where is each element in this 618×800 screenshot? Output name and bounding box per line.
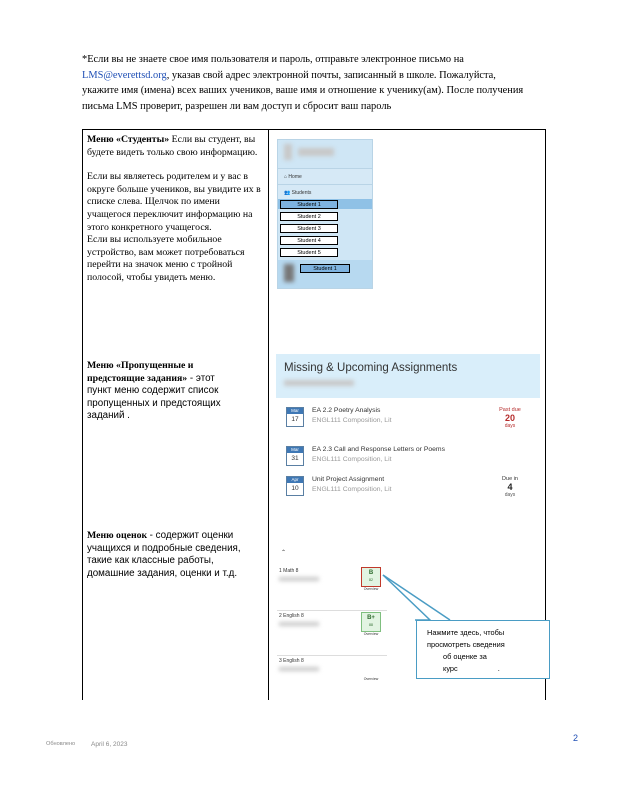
callout-line1: Нажмите здесь, чтобы (427, 628, 505, 637)
grades-section (87, 530, 257, 580)
calendar-icon: Mar 31 (286, 446, 304, 466)
students-icon: 👥 (284, 189, 292, 196)
grade-row[interactable] (277, 610, 387, 656)
assignment-row[interactable] (286, 407, 536, 441)
grades-heading: Меню оценок (87, 530, 148, 541)
avatar-blur (284, 144, 292, 160)
due-indicator: Due in 4 days (502, 476, 518, 498)
home-icon: ⌂ (284, 173, 289, 180)
course-name: 2 English 8 (279, 613, 304, 619)
assignment-course: ENGL111 Composition, Lit (312, 417, 392, 424)
grade-sub: Overview (363, 677, 379, 681)
assignments-header (276, 354, 540, 398)
assignments-screenshot (276, 354, 540, 517)
course-name: 3 English 8 (279, 658, 304, 664)
arrow-line (383, 575, 430, 620)
student-item-4[interactable]: Student 4 (280, 236, 338, 245)
subtitle-blur (284, 380, 354, 386)
grade-badge[interactable]: B+ 88 (361, 612, 381, 632)
grade-row[interactable] (277, 655, 387, 700)
page-number: 2 (573, 733, 579, 743)
table-divider (268, 130, 269, 700)
calendar-icon: Mar 17 (286, 407, 304, 427)
assignment-course: ENGL111 Composition, Lit (312, 456, 392, 463)
student-item-2[interactable]: Student 2 (280, 212, 338, 221)
intro-line3: укажите имя (имена) всех ваших учеников, ваше имя и отношение к ученику(ам). (82, 85, 444, 96)
arrow-line-2 (383, 575, 450, 620)
missing-body: - этот пункт меню содержит список пропущенных и предстоящих заданий . (87, 372, 221, 422)
grade-sub: Overview (363, 587, 379, 591)
current-student[interactable]: Student 1 (300, 264, 350, 273)
intro-line3b: После получения (446, 85, 524, 96)
teacher-blur (279, 577, 319, 581)
callout-line2: просмотреть сведения (427, 640, 505, 649)
teacher-blur (279, 622, 319, 626)
grade-badge[interactable]: B 82 (361, 567, 381, 587)
footer-date: April 6, 2023 (91, 741, 128, 748)
assignment-name: EA 2.3 Call and Response Letters or Poems (312, 446, 445, 453)
calendar-icon: Apr 10 (286, 476, 304, 496)
grade-sub: Overview (363, 632, 379, 636)
intro-line4: письма LMS проверит, разрешен ли вам доступ и сбросит ваш пароль (82, 100, 392, 112)
current-avatar-blur (284, 264, 294, 282)
missing-heading: Меню «Пропущенные и предстоящие задания» (87, 360, 194, 384)
assignment-name: EA 2.2 Poetry Analysis (312, 407, 381, 414)
email-link[interactable]: LMS@everettsd.org (82, 69, 167, 81)
collapse-icon[interactable]: ⌃ (281, 550, 287, 556)
student-item-5[interactable]: Student 5 (280, 248, 338, 257)
intro-paragraph (82, 52, 562, 114)
missing-section (87, 360, 237, 423)
table-border-right (545, 130, 546, 700)
table-border-left (82, 130, 83, 700)
callout-line3: об оценке за курс . (443, 652, 500, 673)
students-p1: Если вы студент, вы будете видеть только свою информацию. (87, 134, 258, 158)
footer-updated: Обновлено (46, 741, 76, 747)
students-p2: Если вы являетесь родителем и у вас в округе больше учеников, вы увидите их в списке слева. Щелчок по имени учащегося переключит информацию на этого конкретного учащегося. (87, 171, 261, 233)
sidebar-screenshot (277, 139, 373, 289)
grades-screenshot (277, 549, 387, 695)
students-p3: Если вы используете мобильное устройство, вам может потребоваться перейти на значок меню с тройной полосой, чтобы увидеть меню. (87, 234, 245, 283)
student-item-3[interactable]: Student 3 (280, 224, 338, 233)
teacher-blur (279, 667, 319, 671)
assignment-course: ENGL111 Composition, Lit (312, 486, 392, 493)
callout-box (416, 620, 550, 679)
student-item-1[interactable]: Student 1 (280, 200, 338, 209)
assignment-row[interactable] (286, 476, 536, 510)
students-heading: Меню «Студенты» (87, 134, 170, 145)
name-blur (298, 148, 334, 156)
course-name: 1 Math 8 (279, 568, 299, 574)
intro-line1: *Если вы не знаете свое имя пользователя и пароль, отправьте электронное письмо на (82, 54, 464, 65)
grade-row[interactable] (277, 565, 387, 611)
sidebar-home[interactable]: ⌂ Home (278, 168, 372, 184)
sidebar-students[interactable]: 👥 Students (278, 184, 372, 200)
assignment-name: Unit Project Assignment (312, 476, 385, 483)
due-indicator: Past due 20 days (499, 407, 521, 429)
assignments-title: Missing & Upcoming Assignments (284, 362, 458, 374)
grades-body: - содержит оценки учащихся и подробные сведения, такие как классные работы, домашние задания, оценки и т.д. (87, 530, 241, 579)
students-section (87, 134, 265, 285)
assignment-row[interactable] (286, 446, 536, 480)
intro-line2: , указав свой адрес электронной почты, записанный в школе. Пожалуйста, (166, 69, 496, 81)
